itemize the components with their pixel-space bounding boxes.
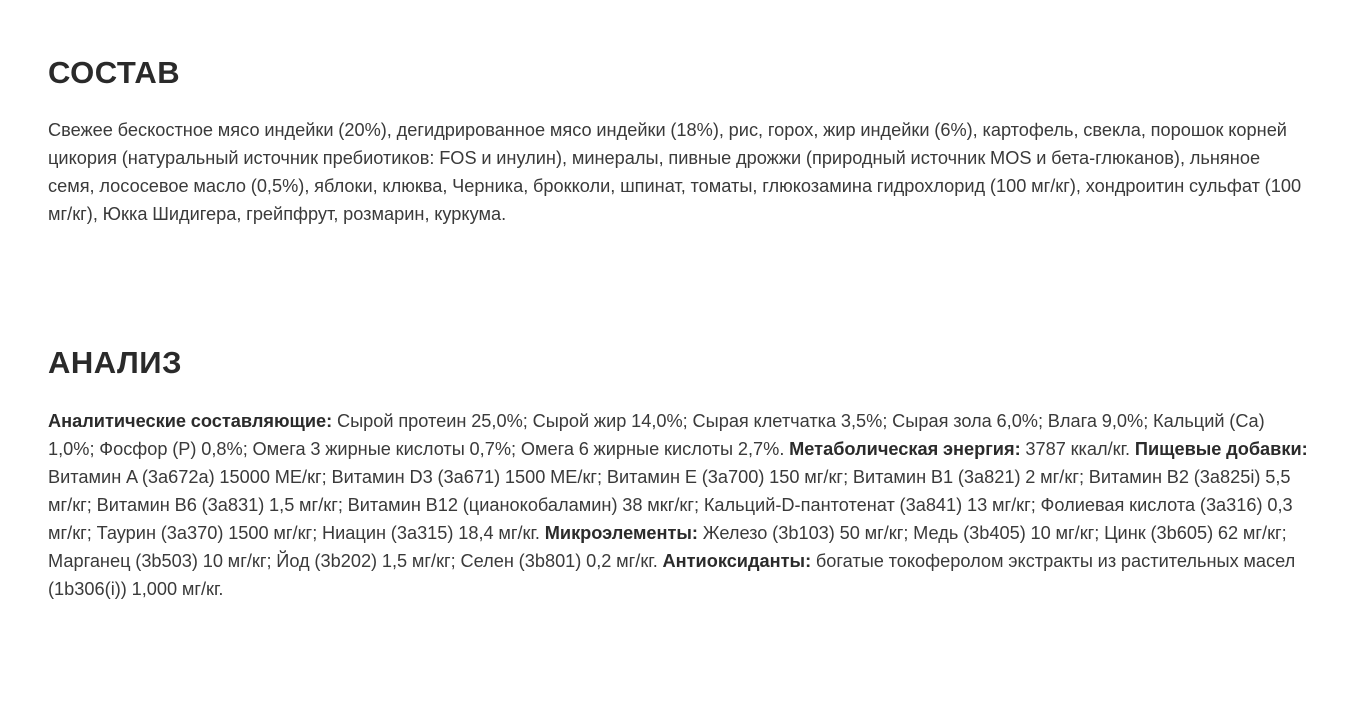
- food-additives-label: Пищевые добавки:: [1134, 439, 1308, 459]
- antioxidants-text: богатые токоферолом экстракты из растительных масел (1b306(i)) 1,000 мг/кг.: [48, 551, 1296, 599]
- trace-elements-label: Микроэлементы:: [544, 523, 698, 543]
- analytical-components-label: Аналитические составляющие:: [48, 411, 333, 431]
- antioxidants-label: Антиоксиданты:: [662, 551, 812, 571]
- analysis-section: [48, 342, 1310, 603]
- analysis-title: АНАЛИЗ: [48, 345, 182, 380]
- composition-text: Свежее бескостное мясо индейки (20%), дегидрированное мясо индейки (18%), рис, горох, жир индейки (6%), картофель, свекла, порошок корней цикория (натуральный источник пребиотиков: FOS и инулин), минералы, пивные дрожжи (природный источник MOS и бета-глюканов), льняное семя, лососевое масло (0,5%), яблоки, клюква, Черника, брокколи, шпинат, томаты, глюкозамина гидрохлорид (100 мг/кг), хондроитин сульфат (100 мг/кг), Юкка Шидигера, грейпфрут, розмарин, куркума.: [48, 120, 1302, 224]
- trace-elements-text: Железо (3b103) 50 мг/кг; Медь (3b405) 10 мг/кг; Цинк (3b605) 62 мг/кг; Марганец (3b503) 10 мг/кг; Йод (3b202) 1,5 мг/кг; Селен (3b801) 0,2 мг/кг.: [48, 523, 1287, 571]
- composition-title: СОСТАВ: [48, 55, 181, 90]
- composition-section: [48, 52, 1310, 228]
- food-additives-text: Витамин A (3a672a) 15000 МЕ/кг; Витамин D3 (3a671) 1500 МЕ/кг; Витамин E (3a700) 150 мг/кг; Витамин B1 (3a821) 2 мг/кг; Витамин B2 (3a825i) 5,5 мг/кг; Витамин B6 (3a831) 1,5 мг/кг; Витамин B12 (цианокобаламин) 38 мкг/кг; Кальций-D-пантотенат (3a841) 13 мг/кг; Фолиевая кислота (3a316) 0,3 мг/кг; Таурин (3a370) 1500 мг/кг; Ниацин (3a315) 18,4 мг/кг.: [48, 467, 1293, 543]
- analytical-components-text: Сырой протеин 25,0%; Сырой жир 14,0%; Сырая клетчатка 3,5%; Сырая зола 6,0%; Влага 9,0%; Кальций (Ca) 1,0%; Фосфор (P) 0,8%; Омега 3 жирные кислоты 0,7%; Омега 6 жирные кислоты 2,7%.: [48, 411, 1265, 459]
- metabolic-energy-text: 3787 ккал/кг.: [1020, 439, 1135, 459]
- analysis-text: [48, 407, 1310, 603]
- metabolic-energy-label: Метаболическая энергия:: [789, 439, 1021, 459]
